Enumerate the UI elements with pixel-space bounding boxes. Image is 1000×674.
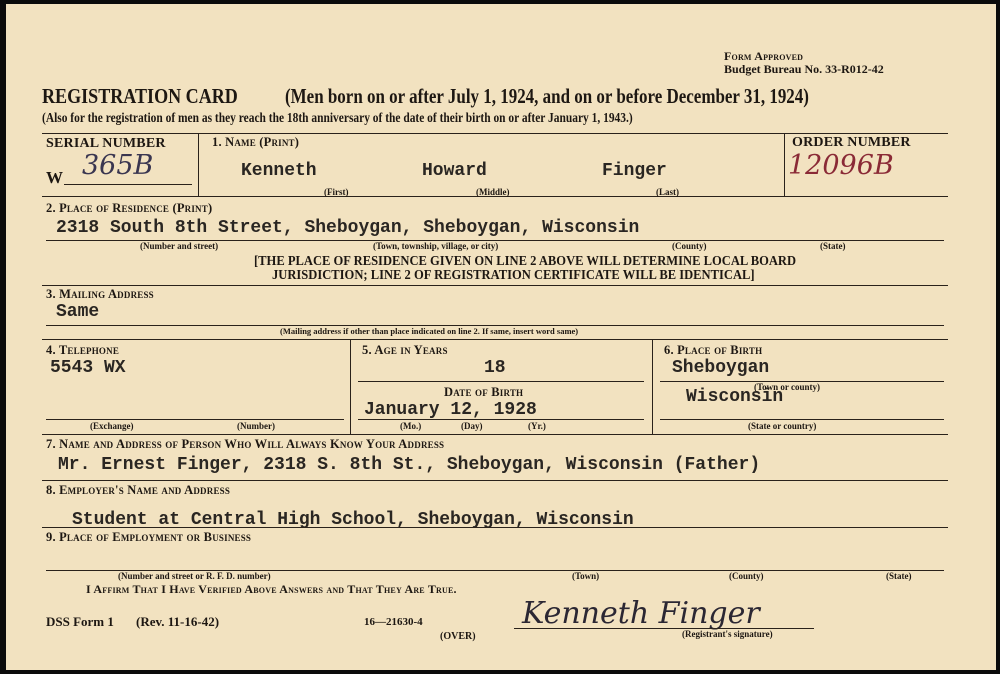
form-id: DSS Form 1 (46, 614, 114, 629)
employment-state-caption: (State) (886, 571, 912, 581)
affirmation-text: I Affirm That I Have Verified Above Answers and That They Are True. (86, 582, 457, 596)
employment-label: 9. Place of Employment or Business (46, 530, 252, 544)
first-caption: (First) (324, 187, 349, 197)
birthplace-town-caption: (Town or county) (754, 382, 821, 392)
mailing-caption: (Mailing address if other than place indicated on line 2. If same, insert word same) (280, 326, 579, 336)
employment-street-caption: (Number and street or R. F. D. number) (118, 571, 271, 581)
residence-value: 2318 South 8th Street, Sheboygan, Sheboygan, Wisconsin (56, 218, 640, 238)
card-title-note: (Men born on or after July 1, 1924, and on or before December 31, 1924) (285, 84, 809, 108)
birthplace-state-value: Wisconsin (686, 387, 784, 407)
card-title: REGISTRATION CARD (42, 84, 238, 108)
residence-street-caption: (Number and street) (140, 241, 219, 251)
employment-town-caption: (Town) (572, 571, 600, 581)
residence-notice-1: [THE PLACE OF RESIDENCE GIVEN ON LINE 2 ABOVE WILL DETERMINE LOCAL BOARD (254, 253, 797, 268)
mailing-value: Same (56, 302, 100, 322)
last-caption: (Last) (656, 187, 679, 197)
residence-label: 2. Place of Residence (Print) (46, 201, 213, 215)
order-number-label: ORDER NUMBER (792, 135, 911, 150)
form-approved: Form Approved (724, 49, 804, 63)
residence-notice-2: JURISDICTION; LINE 2 OF REGISTRATION CERTIFICATE WILL BE IDENTICAL] (272, 267, 755, 282)
over-note: (OVER) (440, 631, 476, 642)
form-revision: (Rev. 11-16-42) (136, 614, 220, 629)
telephone-exchange-caption: (Exchange) (90, 421, 134, 431)
residence-state-caption: (State) (820, 241, 846, 251)
serial-number-value: 365B (82, 150, 154, 181)
middle-name-value: Howard (422, 161, 487, 181)
employment-county-caption: (County) (729, 571, 764, 581)
birthplace-state-caption: (State or country) (748, 421, 817, 431)
contact-value: Mr. Ernest Finger, 2318 S. 8th St., Sheboygan, Wisconsin (Father) (58, 455, 761, 475)
age-value: 18 (484, 358, 506, 378)
contact-label: 7. Name and Address of Person Who Will Always Know Your Address (46, 437, 445, 451)
residence-town-caption: (Town, township, village, or city) (373, 241, 499, 251)
name-label: 1. Name (Print) (212, 135, 300, 149)
dob-day-caption: (Day) (461, 421, 483, 431)
last-name-value: Finger (602, 161, 667, 181)
birthplace-town-value: Sheboygan (672, 358, 770, 378)
employer-value: Student at Central High School, Sheboygan, Wisconsin (72, 510, 634, 530)
birthplace-label: 6. Place of Birth (664, 343, 763, 357)
telephone-value: 5543 WX (50, 358, 126, 378)
dob-month-caption: (Mo.) (400, 421, 422, 431)
date-of-birth-label: Date of Birth (444, 385, 524, 399)
signature-caption: (Registrant's signature) (682, 629, 773, 639)
budget-bureau: Budget Bureau No. 33-R012-42 (724, 62, 884, 76)
employer-label: 8. Employer's Name and Address (46, 483, 231, 497)
order-number-value: 12096B (788, 150, 894, 181)
telephone-label: 4. Telephone (46, 343, 120, 357)
dob-year-caption: (Yr.) (528, 421, 546, 431)
middle-caption: (Middle) (476, 187, 510, 197)
serial-prefix: W (46, 168, 63, 187)
residence-county-caption: (County) (672, 241, 707, 251)
serial-number-label: SERIAL NUMBER (46, 136, 166, 151)
print-code: 16—21630-4 (364, 616, 423, 628)
card-subtitle: (Also for the registration of men as they reach the 18th anniversary of the date of their birth on or after January 1, 1943.) (42, 111, 633, 126)
first-name-value: Kenneth (241, 161, 317, 181)
registrant-signature: Kenneth Finger (522, 596, 760, 631)
age-label: 5. Age in Years (362, 343, 448, 357)
date-of-birth-value: January 12, 1928 (364, 400, 537, 420)
mailing-label: 3. Mailing Address (46, 287, 154, 301)
registration-card (6, 4, 996, 670)
telephone-number-caption: (Number) (237, 421, 275, 431)
